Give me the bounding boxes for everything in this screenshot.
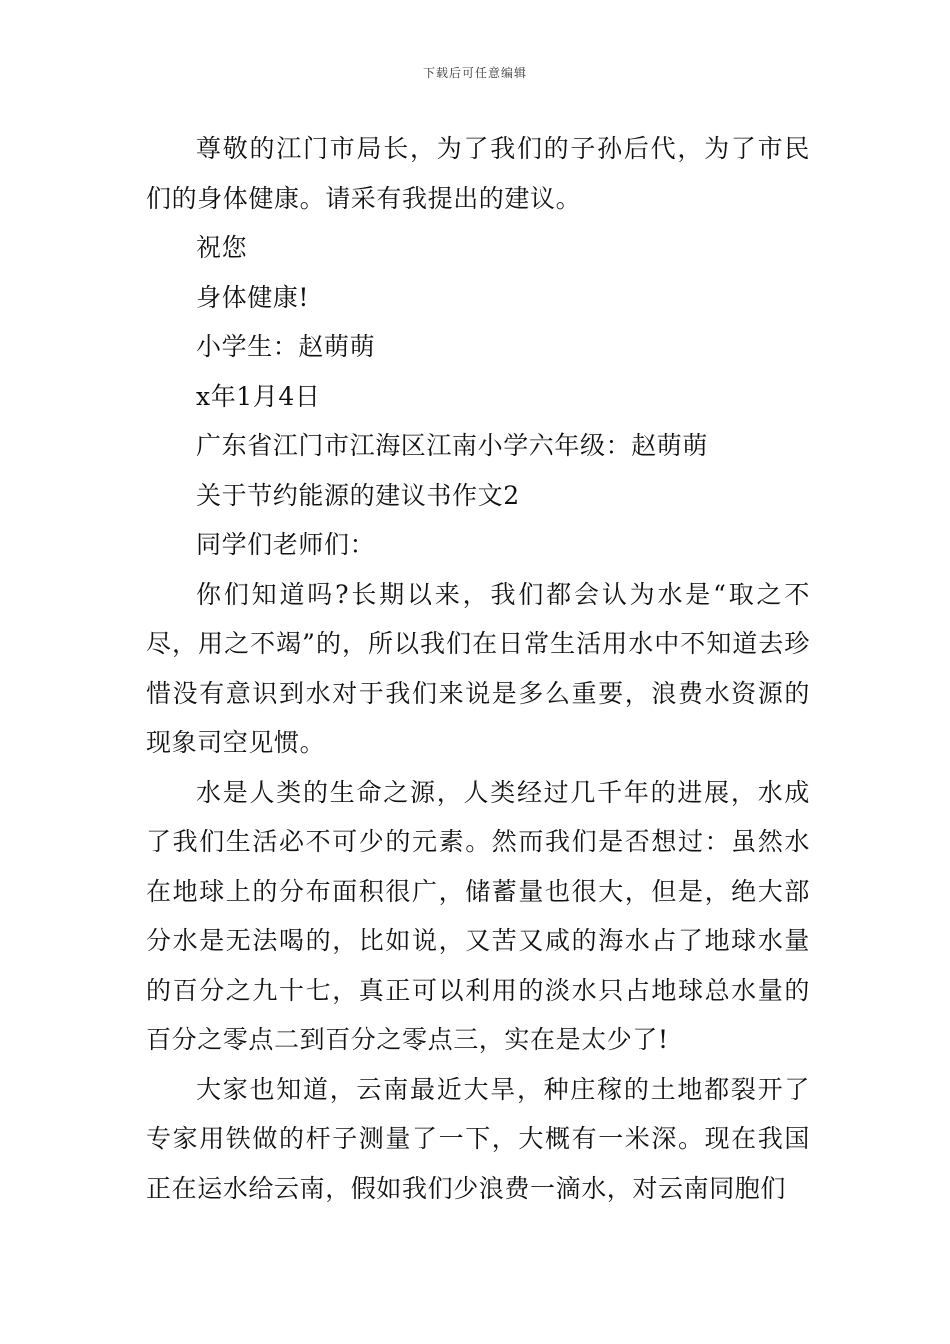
paragraph-essay-title: 关于节约能源的建议书作文2 (196, 480, 520, 510)
paragraph-salutation: 祝您 (196, 233, 248, 262)
paragraph-closing-request: 尊敬的江门市局长，为了我们的子孙后代，为了市民们的身体健康。请采有我提出的建议。 (146, 134, 810, 213)
paragraph-date: x年1月4日 (196, 381, 321, 411)
paragraph-water-source: 水是人类的生命之源，人类经过几千年的进展，水成了我们生活必不可少的元素。然而我们是否想过：虽然水在地球上的分布面积很广，储蓄量也很大，但是，绝大部分水是无法喝的，比如说，又苦又咸的海水占了地球水量的百分之九十七，真正可以利用的淡水只占地球总水量的百分之零点二到百分之零点三，实在是太少了! (146, 777, 810, 1054)
paragraph-greeting: 同学们老师们： (196, 530, 376, 559)
document-body (146, 124, 810, 1213)
header-note: 下载后可任意编辑 (422, 66, 527, 80)
paragraph-water-awareness: 你们知道吗?长期以来，我们都会认为水是“取之不尽，用之不竭”的，所以我们在日常生活用水中不知道去珍惜没有意识到水对于我们来说是多么重要，浪费水资源的现象司空见惯。 (146, 579, 810, 757)
paragraph-school: 广东省江门市江海区江南小学六年级：赵萌萌 (196, 431, 709, 460)
paragraph-wish: 身体健康! (196, 282, 310, 312)
paragraph-signature: 小学生：赵萌萌 (196, 332, 376, 361)
paragraph-yunnan-drought: 大家也知道，云南最近大旱，种庄稼的土地都裂开了专家用铁做的杆子测量了一下，大概有一米深。现在我国正在运水给云南，假如我们少浪费一滴水，对云南同胞们 (146, 1074, 810, 1203)
